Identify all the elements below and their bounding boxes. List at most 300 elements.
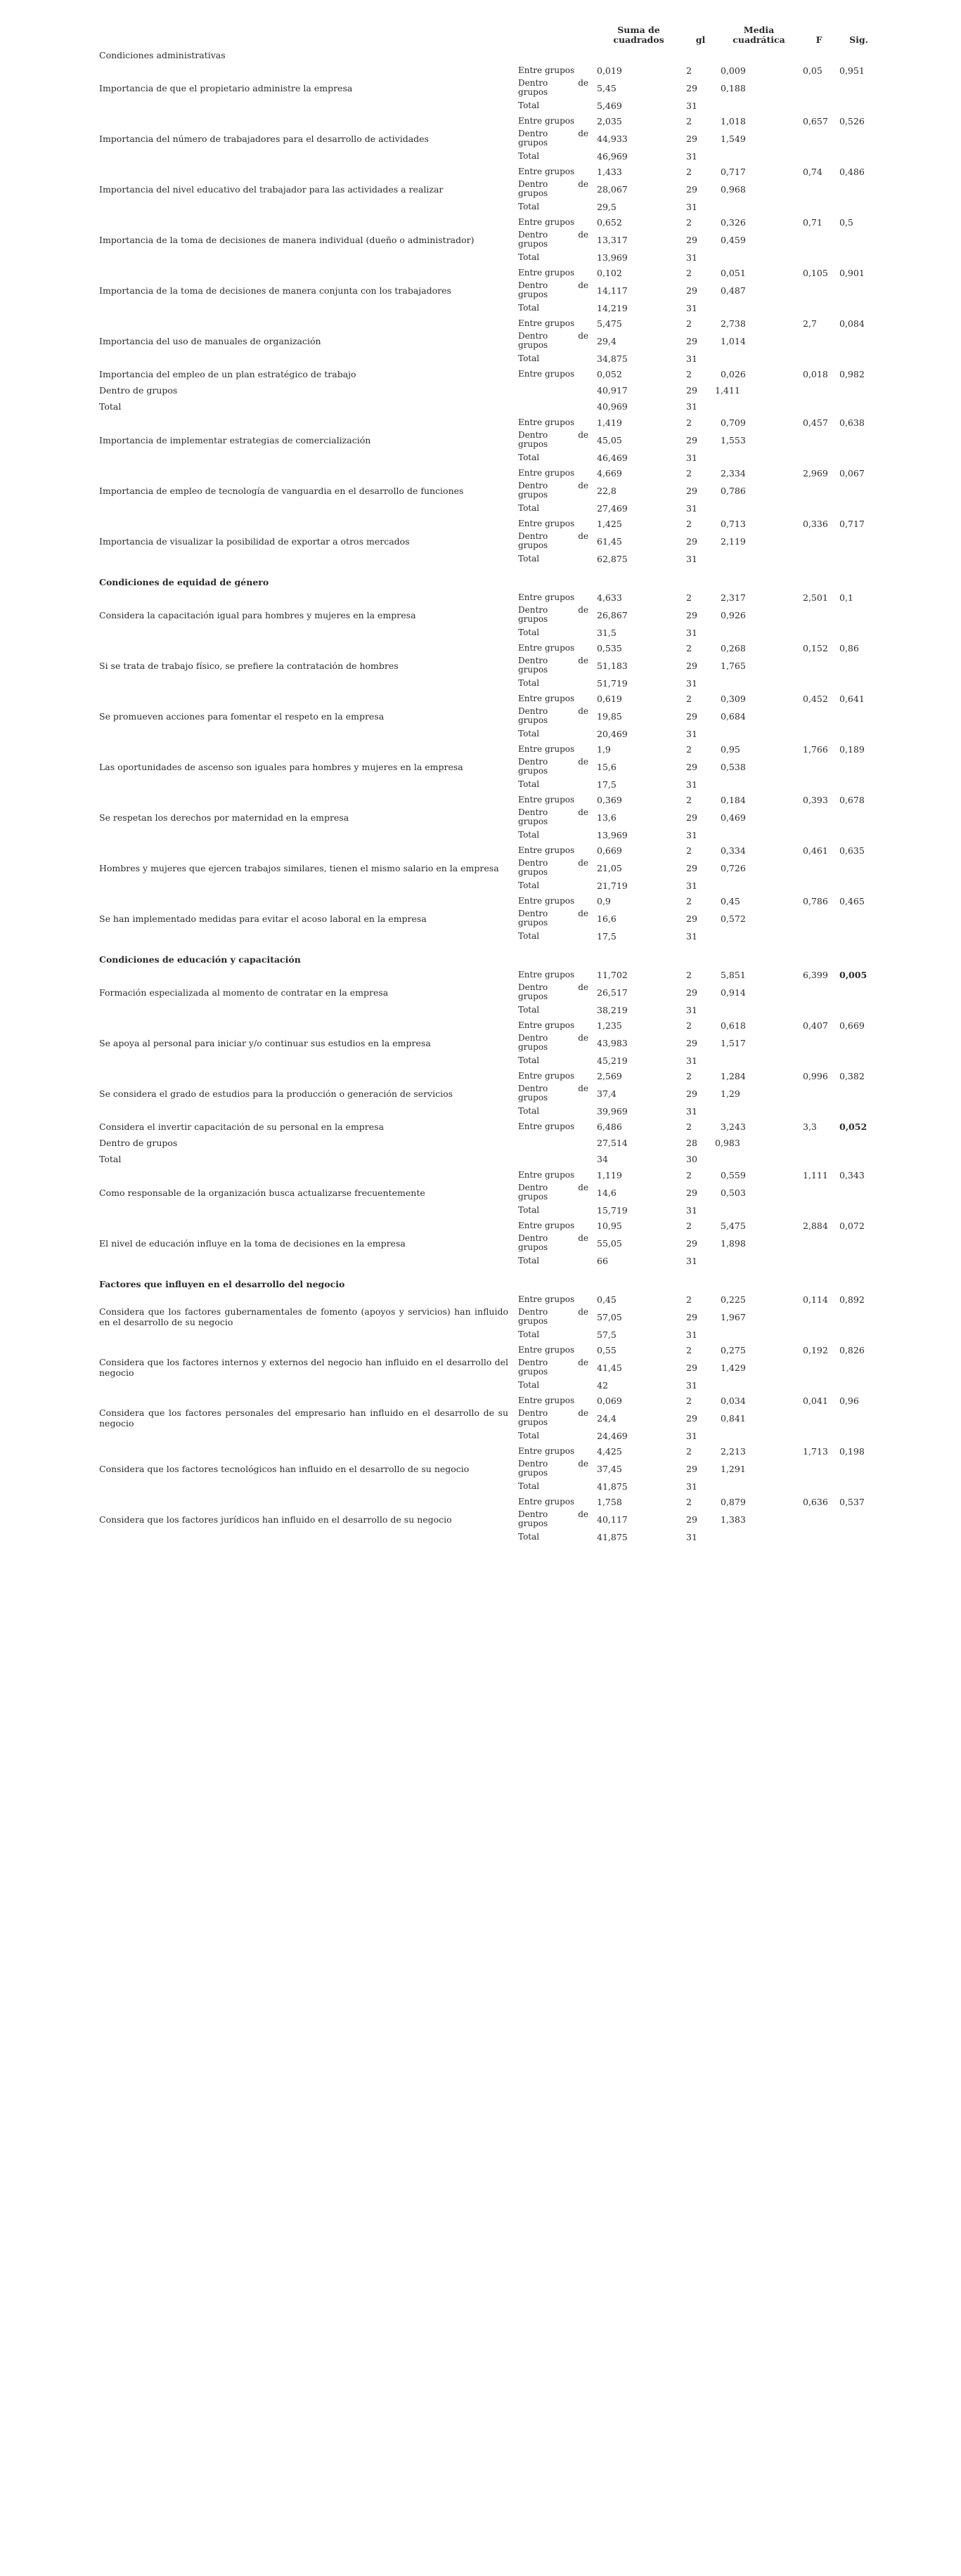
- sum-of-squares-cell: 13,969: [597, 829, 628, 840]
- sig-cell: [838, 481, 879, 500]
- sum-of-squares-cell: 1,9: [597, 743, 611, 755]
- sum-of-squares-cell: 4,425: [597, 1445, 622, 1457]
- source-cell: Total: [518, 1379, 540, 1390]
- sum-of-squares-cell: 0,9: [597, 895, 611, 906]
- sig-cell: [838, 1002, 879, 1017]
- gl-cell: 2: [686, 1169, 692, 1180]
- source-cell: Dentro de grupos: [518, 1084, 588, 1102]
- f-cell: [800, 1053, 838, 1068]
- mean-square-cell: 0,618: [721, 1020, 746, 1031]
- mean-square-cell: 2,213: [721, 1445, 746, 1457]
- mean-square-cell: 0,968: [721, 183, 746, 195]
- sum-of-squares-cell: 1,235: [597, 1020, 622, 1031]
- table-row: [99, 1443, 879, 1459]
- sum-of-squares-cell: 2,035: [597, 115, 622, 126]
- sig-cell: [838, 1183, 879, 1202]
- variable-label: El nivel de educación influye en la toma de decisiones en la empresa: [99, 1237, 406, 1249]
- gl-cell: 31: [686, 880, 697, 891]
- source-cell: Entre grupos: [518, 318, 575, 328]
- mean-square-cell: [718, 1327, 800, 1342]
- sig-cell: [838, 656, 879, 675]
- sum-of-squares-cell: 0,069: [597, 1395, 622, 1406]
- source-cell: Entre grupos: [518, 1070, 575, 1081]
- sig-cell: [838, 199, 879, 214]
- section-title: Condiciones de educación y capacitación: [99, 954, 301, 965]
- sum-of-squares-cell: 34,875: [597, 353, 628, 364]
- sum-of-squares-cell: 51,183: [597, 660, 628, 671]
- sum-of-squares-cell: 4,633: [597, 592, 622, 603]
- f-cell: [800, 625, 838, 640]
- f-cell: [800, 675, 838, 691]
- mean-square-cell: 2,738: [721, 318, 746, 329]
- gl-cell: 31: [686, 150, 697, 162]
- table-row: [99, 1151, 879, 1167]
- source-cell: Entre grupos: [518, 1220, 575, 1230]
- f-cell: 1,111: [803, 1169, 828, 1180]
- gl-cell: 29: [686, 987, 697, 998]
- mean-square-cell: 0,717: [721, 166, 746, 177]
- sum-of-squares-cell: 5,469: [597, 100, 622, 111]
- gl-cell: 29: [686, 660, 697, 671]
- source-cell: Dentro de grupos: [518, 230, 588, 249]
- table-row: [99, 382, 879, 398]
- source-cell: Dentro de grupos: [518, 1509, 588, 1528]
- gl-cell: 2: [686, 1344, 692, 1355]
- gl-cell: 2: [686, 845, 692, 856]
- mean-square-cell: 0,034: [721, 1395, 746, 1406]
- mean-square-cell: 1,291: [721, 1463, 746, 1474]
- sig-cell: [838, 807, 879, 827]
- table-row: [99, 1292, 879, 1307]
- mean-square-cell: 0,188: [721, 82, 746, 93]
- sig-cell: [838, 1428, 879, 1443]
- mean-square-cell: 1,553: [721, 434, 746, 445]
- source-cell: Entre grupos: [518, 969, 575, 980]
- mean-square-cell: [718, 1151, 800, 1167]
- sum-of-squares-cell: 57,05: [597, 1311, 622, 1322]
- source-cell: Entre grupos: [518, 1294, 575, 1304]
- source-cell: Entre grupos: [518, 794, 575, 805]
- f-cell: [800, 500, 838, 516]
- gl-cell: 29: [686, 1514, 697, 1525]
- source-cell: Dentro de grupos: [518, 605, 588, 624]
- mean-square-cell: 0,326: [721, 216, 746, 228]
- gl-cell: 2: [686, 693, 692, 704]
- source-cell: Total: [518, 252, 540, 262]
- mean-square-cell: [718, 398, 800, 415]
- sum-of-squares-cell: 29,4: [597, 335, 617, 346]
- sum-of-squares-cell: 6,486: [597, 1121, 622, 1132]
- sig-cell: [838, 625, 879, 640]
- source-cell: Dentro de grupos: [518, 1233, 588, 1252]
- table-row: [99, 265, 879, 280]
- f-cell: [800, 1408, 838, 1428]
- mean-square-cell: 0,225: [721, 1294, 746, 1305]
- gl-cell: 29: [686, 761, 697, 772]
- sig-cell: [838, 1307, 879, 1327]
- gl-cell: 2: [686, 1445, 692, 1457]
- source-cell: Entre grupos: [518, 467, 575, 478]
- sum-of-squares-cell: 45,05: [597, 434, 622, 445]
- mean-square-cell: 0,786: [721, 485, 746, 496]
- f-cell: [800, 1478, 838, 1494]
- source-cell: Total: [518, 1329, 540, 1339]
- sig-cell: 0,1: [839, 592, 853, 603]
- source-cell: Entre grupos: [518, 1169, 575, 1180]
- sum-of-squares-cell: 4,669: [597, 467, 622, 479]
- sum-of-squares-cell: 13,317: [597, 234, 628, 245]
- sum-of-squares-cell: 31,5: [597, 627, 617, 638]
- source-cell: Dentro de grupos: [518, 129, 588, 148]
- f-cell: [800, 230, 838, 249]
- sum-of-squares-cell: 0,55: [597, 1344, 617, 1355]
- f-cell: [800, 1084, 838, 1103]
- source-cell: Entre grupos: [518, 417, 575, 427]
- sum-of-squares-cell: 43,983: [597, 1037, 628, 1048]
- table-row: [99, 415, 879, 430]
- sig-cell: [838, 928, 879, 944]
- f-cell: [800, 1183, 838, 1202]
- mean-square-cell: 1,549: [721, 133, 746, 144]
- f-cell: [800, 450, 838, 465]
- sig-cell: [838, 1529, 879, 1544]
- f-cell: [800, 1459, 838, 1478]
- source-cell: [518, 382, 594, 398]
- mean-square-cell: 1,411: [715, 385, 740, 396]
- mean-square-cell: 3,243: [721, 1121, 746, 1132]
- f-cell: 2,884: [803, 1220, 828, 1231]
- gl-cell: 29: [686, 183, 697, 195]
- sum-of-squares-cell: 14,219: [597, 302, 628, 313]
- f-cell: [800, 858, 838, 878]
- f-cell: [800, 280, 838, 300]
- sig-cell: 0,982: [839, 369, 865, 379]
- header-sum-of-squares: Suma de cuadrados: [613, 25, 664, 45]
- gl-cell: 31: [686, 452, 697, 463]
- table-row: [99, 741, 879, 757]
- sig-cell: [838, 398, 879, 415]
- f-cell: 0,74: [803, 166, 823, 177]
- source-cell: Dentro de grupos: [518, 481, 588, 500]
- mean-square-cell: [718, 1428, 800, 1443]
- source-cell: Dentro de grupos: [518, 430, 588, 449]
- mean-square-cell: [718, 1103, 800, 1119]
- table-row: [99, 398, 879, 415]
- source-cell: Dentro de grupos: [518, 858, 588, 877]
- mean-square-cell: 1,765: [721, 660, 746, 671]
- sig-cell: 0,892: [839, 1294, 865, 1305]
- mean-square-cell: 0,051: [721, 267, 746, 278]
- sig-cell: [838, 1202, 879, 1218]
- sig-cell: 0,951: [839, 65, 865, 76]
- f-cell: [800, 78, 838, 98]
- sig-cell: [838, 179, 879, 199]
- gl-cell: 31: [686, 728, 697, 739]
- sum-of-squares-cell: 45,219: [597, 1055, 628, 1066]
- sig-cell: [838, 827, 879, 843]
- variable-label: Si se trata de trabajo físico, se prefiere la contratación de hombres: [99, 660, 399, 671]
- f-cell: [800, 706, 838, 726]
- gl-cell: 29: [686, 1311, 697, 1322]
- source-cell: Entre grupos: [518, 1395, 575, 1405]
- table-row: [99, 164, 879, 179]
- variable-label: Considera que los factores jurídicos han influido en el desarrollo de su negocio: [99, 1514, 452, 1525]
- mean-square-cell: 2,334: [721, 467, 746, 479]
- section-row: [99, 1268, 879, 1292]
- sum-of-squares-cell: 20,469: [597, 728, 628, 739]
- sum-of-squares-cell: 44,933: [597, 133, 628, 144]
- sum-of-squares-cell: 0,019: [597, 65, 622, 76]
- sig-cell: [838, 757, 879, 776]
- gl-cell: 29: [686, 1412, 697, 1424]
- sig-cell: [838, 129, 879, 148]
- sig-cell: [838, 551, 879, 566]
- table-row: [99, 465, 879, 481]
- gl-cell: 2: [686, 969, 692, 980]
- mean-square-cell: 5,475: [721, 1220, 746, 1231]
- f-cell: [800, 551, 838, 566]
- sum-of-squares-cell: 16,6: [597, 913, 617, 924]
- sum-of-squares-cell: 41,875: [597, 1481, 628, 1492]
- sig-cell: 0,669: [839, 1020, 865, 1031]
- gl-cell: 31: [686, 1531, 697, 1542]
- f-cell: 0,041: [803, 1395, 828, 1406]
- sum-of-squares-cell: 51,719: [597, 677, 628, 689]
- sum-of-squares-cell: 41,45: [597, 1362, 622, 1373]
- source-cell: Dentro de grupos: [518, 1358, 588, 1377]
- f-cell: 0,996: [803, 1070, 828, 1081]
- source-cell: Entre grupos: [518, 65, 575, 75]
- mean-square-cell: [718, 776, 800, 792]
- sum-of-squares-cell: 0,619: [597, 693, 622, 704]
- source-cell: Total: [518, 553, 540, 564]
- sum-of-squares-cell: 21,05: [597, 862, 622, 873]
- gl-cell: 31: [686, 829, 697, 840]
- sig-cell: 0,635: [839, 845, 865, 856]
- source-cell: Total: [518, 1481, 540, 1491]
- sig-cell: [838, 1233, 879, 1253]
- table-row: [99, 640, 879, 656]
- sig-cell: [838, 351, 879, 366]
- mean-square-cell: 0,95: [721, 743, 740, 755]
- table-row: [99, 516, 879, 531]
- mean-square-cell: [718, 726, 800, 741]
- mean-square-cell: 1,29: [721, 1088, 740, 1099]
- sum-of-squares-cell: 1,433: [597, 166, 622, 177]
- f-cell: 1,713: [803, 1445, 828, 1457]
- gl-cell: 2: [686, 1020, 692, 1031]
- f-cell: 2,7: [803, 318, 817, 329]
- source-cell: Total: [518, 779, 540, 789]
- sum-of-squares-cell: 26,517: [597, 987, 628, 998]
- sum-of-squares-cell: 24,469: [597, 1430, 628, 1441]
- source-cell: Entre grupos: [518, 845, 575, 855]
- gl-cell: 2: [686, 369, 692, 379]
- sum-of-squares-cell: 15,6: [597, 761, 617, 772]
- header-sig: Sig.: [849, 34, 868, 45]
- sig-cell: [838, 726, 879, 741]
- header-row: [99, 25, 879, 48]
- source-cell: Total: [518, 1255, 540, 1266]
- variable-label: Las oportunidades de ascenso son iguales para hombres y mujeres en la empresa: [99, 761, 463, 772]
- f-cell: [800, 928, 838, 944]
- mean-square-cell: 0,268: [721, 642, 746, 653]
- section-row: [99, 566, 879, 590]
- source-cell: Dentro de grupos: [518, 982, 588, 1001]
- sum-of-squares-cell: 1,758: [597, 1496, 622, 1507]
- sig-cell: [838, 776, 879, 792]
- sig-cell: [838, 858, 879, 878]
- f-cell: [800, 1103, 838, 1119]
- f-cell: [800, 129, 838, 148]
- f-cell: [800, 382, 838, 398]
- sig-cell: 0,465: [839, 895, 865, 906]
- sum-of-squares-cell: 11,702: [597, 969, 628, 980]
- gl-cell: 31: [686, 100, 697, 111]
- gl-cell: 2: [686, 417, 692, 428]
- f-cell: [800, 1377, 838, 1393]
- mean-square-cell: [718, 928, 800, 944]
- source-cell: Entre grupos: [518, 1121, 575, 1131]
- sig-cell: [838, 430, 879, 450]
- sum-of-squares-cell: 0,369: [597, 794, 622, 805]
- gl-cell: 29: [686, 285, 697, 296]
- gl-cell: 29: [686, 1187, 697, 1198]
- f-cell: 0,114: [803, 1294, 828, 1305]
- f-cell: 0,457: [803, 417, 828, 428]
- sig-cell: 0,5: [839, 216, 853, 228]
- header-mean-square: Media cuadrática: [733, 25, 785, 45]
- gl-cell: 31: [686, 502, 697, 514]
- sig-cell: [838, 1509, 879, 1529]
- f-cell: [800, 605, 838, 625]
- header-variable: [99, 25, 518, 48]
- mean-square-cell: 0,487: [721, 285, 746, 296]
- source-cell: Entre grupos: [518, 166, 575, 176]
- gl-cell: 31: [686, 1255, 697, 1266]
- source-cell: Total: [518, 502, 540, 513]
- sum-of-squares-cell: 24,4: [597, 1412, 617, 1424]
- anova-document: [99, 25, 879, 1544]
- f-cell: [800, 1233, 838, 1253]
- gl-cell: 31: [686, 1004, 697, 1015]
- source-cell: Entre grupos: [518, 895, 575, 906]
- sum-of-squares-cell: 28,067: [597, 183, 628, 195]
- sig-cell: [838, 1084, 879, 1103]
- mean-square-cell: [718, 1377, 800, 1393]
- sig-cell: [838, 1377, 879, 1393]
- sig-cell: 0,198: [839, 1445, 865, 1457]
- gl-cell: 31: [686, 779, 697, 790]
- table-row: [99, 590, 879, 605]
- sig-cell: [838, 280, 879, 300]
- f-cell: 0,786: [803, 895, 828, 906]
- gl-cell: 2: [686, 115, 692, 126]
- sig-cell: 0,343: [839, 1169, 865, 1180]
- mean-square-cell: 0,309: [721, 693, 746, 704]
- sum-of-squares-cell: 39,969: [597, 1105, 628, 1117]
- mean-square-cell: [718, 827, 800, 843]
- sum-of-squares-cell: 13,969: [597, 252, 628, 263]
- variable-label: Considera que los factores internos y externos del negocio han influido en el desarrollo del negocio: [99, 1357, 508, 1378]
- source-cell: Entre grupos: [518, 115, 575, 126]
- sig-cell: [838, 1135, 879, 1151]
- source-cell: Total: [518, 1531, 540, 1542]
- f-cell: [800, 398, 838, 415]
- sum-of-squares-cell: 1,425: [597, 518, 622, 529]
- variable-label: Dentro de grupos: [99, 385, 178, 396]
- sig-cell: [838, 1408, 879, 1428]
- mean-square-cell: 0,726: [721, 862, 746, 873]
- mean-square-cell: [718, 625, 800, 640]
- sig-cell: [838, 878, 879, 893]
- section-title: Condiciones administrativas: [99, 50, 226, 60]
- mean-square-cell: 0,926: [721, 609, 746, 620]
- table-row: [99, 691, 879, 706]
- sum-of-squares-cell: 41,875: [597, 1531, 628, 1542]
- table-row: [99, 893, 879, 909]
- sig-cell: 0,382: [839, 1070, 865, 1081]
- table-row: [99, 1218, 879, 1233]
- gl-cell: 31: [686, 1105, 697, 1117]
- table-row: [99, 113, 879, 129]
- sum-of-squares-cell: 46,969: [597, 150, 628, 162]
- mean-square-cell: [718, 249, 800, 265]
- mean-square-cell: 0,983: [715, 1138, 740, 1148]
- f-cell: [800, 179, 838, 199]
- source-cell: Total: [518, 100, 540, 110]
- gl-cell: 2: [686, 1496, 692, 1507]
- source-cell: Entre grupos: [518, 1020, 575, 1030]
- variable-label: Se considera el grado de estudios para la producción o generación de servicios: [99, 1088, 453, 1099]
- sig-cell: [838, 382, 879, 398]
- source-cell: Dentro de grupos: [518, 280, 588, 299]
- table-row: [99, 214, 879, 230]
- sig-cell: [838, 450, 879, 465]
- f-cell: [800, 1202, 838, 1218]
- sum-of-squares-cell: 27,469: [597, 502, 628, 514]
- mean-square-cell: 0,841: [721, 1412, 746, 1424]
- source-cell: Total: [518, 452, 540, 462]
- sig-cell: 0,084: [839, 318, 865, 329]
- mean-square-cell: 0,713: [721, 518, 746, 529]
- f-cell: 1,766: [803, 743, 828, 755]
- sum-of-squares-cell: 40,917: [597, 385, 628, 396]
- source-cell: Dentro de grupos: [518, 909, 588, 928]
- f-cell: [800, 1428, 838, 1443]
- gl-cell: 29: [686, 1463, 697, 1474]
- sig-cell: [838, 500, 879, 516]
- gl-cell: 2: [686, 794, 692, 805]
- mean-square-cell: 0,009: [721, 65, 746, 76]
- sig-cell: 0,826: [839, 1344, 865, 1355]
- source-cell: Dentro de grupos: [518, 331, 588, 350]
- gl-cell: 31: [686, 302, 697, 313]
- source-cell: Dentro de grupos: [518, 757, 588, 776]
- mean-square-cell: 0,275: [721, 1344, 746, 1355]
- table-row: [99, 1167, 879, 1183]
- source-cell: Entre grupos: [518, 693, 575, 703]
- mean-square-cell: [718, 1202, 800, 1218]
- f-cell: [800, 982, 838, 1002]
- sum-of-squares-cell: 61,45: [597, 535, 622, 547]
- gl-cell: 2: [686, 467, 692, 479]
- source-cell: Entre grupos: [518, 369, 575, 379]
- gl-cell: 29: [686, 1088, 697, 1099]
- table-row: [99, 366, 879, 382]
- sum-of-squares-cell: 66: [597, 1255, 608, 1266]
- mean-square-cell: 0,709: [721, 417, 746, 428]
